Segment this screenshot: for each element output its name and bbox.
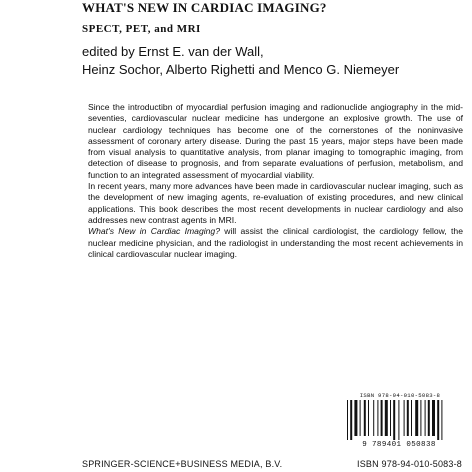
barcode-bar <box>441 400 442 440</box>
footer-isbn: ISBN 978-94-010-5083-8 <box>357 459 462 469</box>
barcode-bar <box>407 400 409 436</box>
barcode-bars <box>346 400 452 440</box>
barcode-bar <box>360 400 361 436</box>
barcode-isbn-label: ISBN 978-94-010-5083-8 <box>359 392 441 399</box>
barcode-bar <box>415 400 418 436</box>
barcode-bar <box>425 400 426 436</box>
description-paragraph-2: In recent years, many more advances have been made in cardiovascular nuclear imaging, such as the development of new imaging agents, re-evaluation of existing procedures, and new clinical applications. This book describes the most recent developments in nuclear cardiology and also addresses new contrast agents in MRI. <box>88 181 463 225</box>
description-paragraph-3-text: will assist the clinical cardiologist, the cardiology fellow, the nuclear medicine physician, and the radiologist in understanding the most recent achievements in clinical cardiovascular nuclear imaging. <box>88 226 463 259</box>
description-paragraph-3 <box>88 226 463 260</box>
barcode-bar <box>373 400 374 436</box>
barcode-bar <box>432 400 435 436</box>
barcode-bar <box>428 400 430 436</box>
editors-line-1: edited by Ernst E. van der Wall, <box>82 44 264 59</box>
description-paragraph-1: Since the introductibn of myocardial perfusion imaging and radionuclide angiography in the mid-seventies, cardiovascular nuclear medicine has undergone an explosive growth. The use of nuclear cardiology techniques has become one of the cornerstones of the noninvasive assessment of coronary artery disease. During the past 15 years, major steps have been made from visual analysis to quantitative analysis, from planar imaging to tomographic imaging, from detection of disease to prognosis, and from separate evaluations of perfusion, metabolism, and function to an integrated assessment of myocardial viability. <box>88 102 463 180</box>
barcode-bar <box>385 400 388 436</box>
barcode-bar <box>404 400 405 436</box>
book-title: WHAT'S NEW IN CARDIAC IMAGING? <box>82 0 327 15</box>
barcode-bar <box>411 400 412 436</box>
barcode-bar <box>420 400 421 436</box>
barcode-bar <box>350 400 352 440</box>
barcode-bar <box>364 400 366 436</box>
barcode-bar <box>390 400 391 436</box>
barcode-bar <box>437 400 439 440</box>
barcode-bar <box>381 400 383 436</box>
barcode-bar <box>354 400 357 436</box>
editors <box>82 43 462 79</box>
barcode <box>340 392 458 454</box>
barcode-bar <box>398 400 399 440</box>
footer <box>82 459 462 469</box>
barcode-bar <box>368 400 369 436</box>
editors-line-2: Heinz Sochor, Alberto Righetti and Menco G. Niemeyer <box>82 62 400 77</box>
barcode-bar <box>377 400 378 436</box>
book-subtitle: SPECT, PET, and MRI <box>82 23 201 35</box>
publisher-name: SPRINGER-SCIENCE+BUSINESS MEDIA, B.V. <box>82 459 283 469</box>
barcode-digits: 9 789401 050838 <box>362 441 436 449</box>
barcode-bar <box>347 400 348 440</box>
barcode-bar <box>393 400 395 440</box>
description <box>88 102 463 260</box>
book-title-italic: What's New in Cardiac Imaging? <box>88 226 220 237</box>
